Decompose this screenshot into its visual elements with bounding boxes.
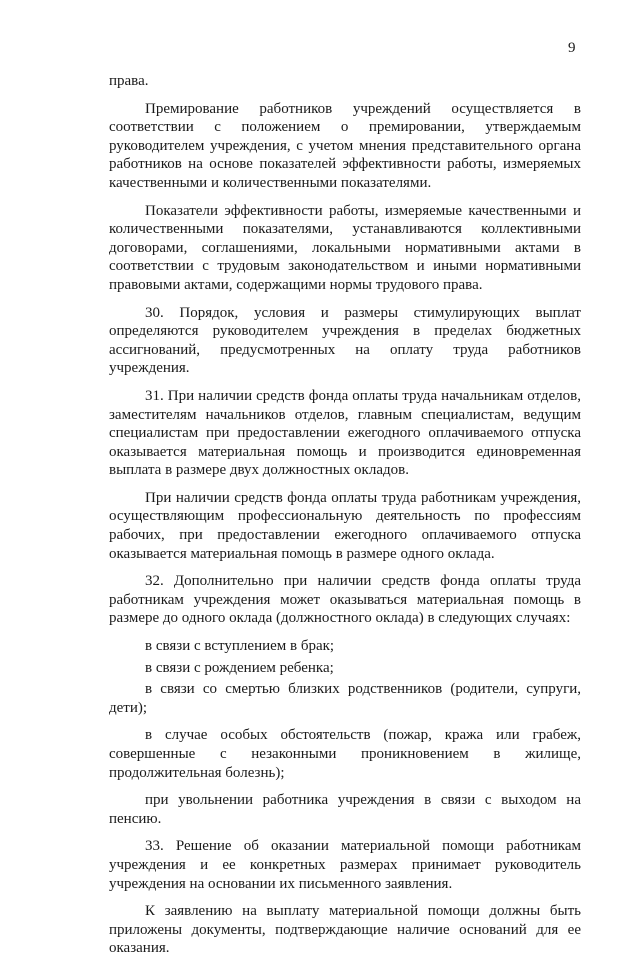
paragraph: 31. При наличии средств фонда оплаты труда начальникам отделов, заместителям начальников отделов, главным специалистам, ведущим специалистам при предоставлении ежегодного оплачиваемого отпуска оказывается материальная помощь и производится единовременная выплата в размере двух должностных окладов. [109, 387, 581, 479]
paragraph: 33. Решение об оказании материальной помощи работникам учреждения и ее конкретных размерах принимает руководитель учреждения на основании их письменного заявления. [109, 838, 581, 892]
paragraph: 32. Дополнительно при наличии средств фонда оплаты труда работникам учреждения может оказываться материальная помощь в размере до одного оклада (должностного оклада) в следующих случаях: [109, 573, 581, 627]
list-item: в случае особых обстоятельств (пожар, кража или грабеж, совершенные с незаконными проникновением в жилище, продолжительная болезнь); [109, 727, 581, 781]
paragraph: 30. Порядок, условия и размеры стимулирующих выплат определяются руководителем учреждения в пределах бюджетных ассигнований, предусмотренных на оплату труда работников учреждения. [109, 304, 581, 377]
list-item: в связи с вступлением в брак; [145, 638, 335, 655]
list-item: в связи со смертью близких родственников (родители, супруги, дети); [109, 681, 581, 716]
document-body [109, 72, 581, 967]
paragraph: Премирование работников учреждений осуществляется в соответствии с положением о премировании, утверждаемым руководителем учреждения, с учетом мнения представительного органа работников на основе показателей эффективности работы, измеряемых качественными и количественными показателями. [109, 100, 581, 191]
paragraph: К заявлению на выплату материальной помощи должны быть приложены документы, подтверждающие наличие оснований для ее оказания. [109, 903, 581, 957]
list-item: в связи с рождением ребенка; [145, 659, 334, 676]
paragraph: права. [109, 73, 149, 89]
paragraph: Показатели эффективности работы, измеряемые качественными и количественными показателями, устанавливаются коллективными договорами, соглашениями, локальными нормативными актами в соответствии с трудовым законодательством и иными нормативными правовыми актами, содержащими нормы трудового права. [109, 202, 581, 293]
list-item: при увольнении работника учреждения в связи с выходом на пенсию. [109, 792, 581, 827]
page-number: 9 [568, 40, 576, 56]
paragraph: При наличии средств фонда оплаты труда работникам учреждения, осуществляющим профессиональную деятельность по профессиям рабочих, при предоставлении ежегодного оплачиваемого отпуска оказывается материальная помощь в размере одного оклада. [109, 489, 581, 562]
